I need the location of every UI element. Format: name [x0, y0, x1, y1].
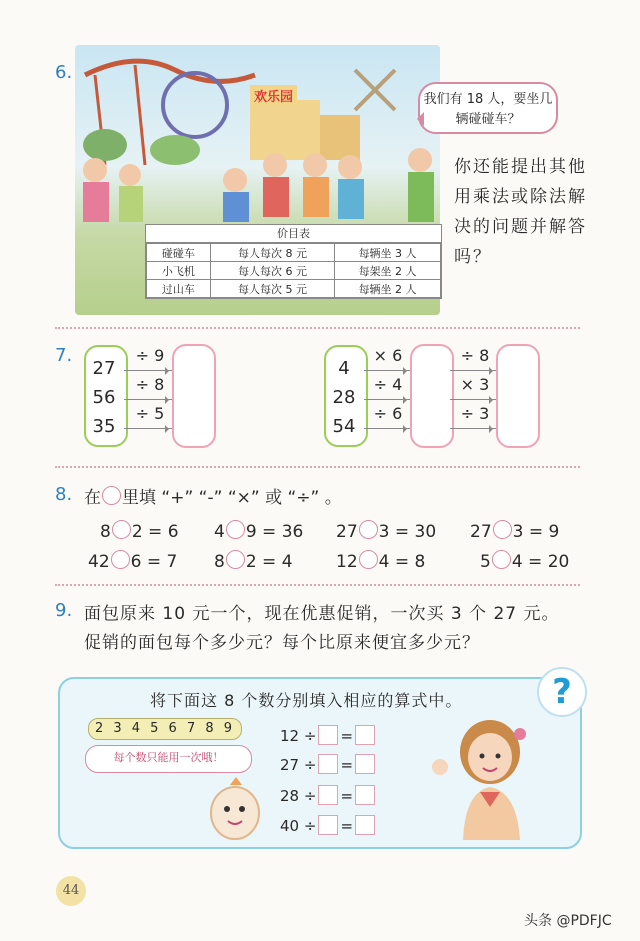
table-cell: 小飞机	[147, 262, 211, 280]
price-table-caption: 价目表	[146, 225, 441, 243]
equation: 5 4 = 20	[480, 552, 570, 572]
problem-9-line-1: 面包原来 10 元一个，现在优惠促销，一次买 3 个 27 元。	[84, 604, 560, 624]
answer-box[interactable]	[172, 344, 216, 448]
table-cell: 每人每次 6 元	[210, 262, 334, 280]
input-number: 56	[92, 387, 116, 408]
input-number: 4	[338, 358, 350, 379]
section-divider	[55, 327, 580, 329]
instruction-suffix: 里填 “+” “-” “×” 或 “÷” 。	[122, 488, 342, 508]
equation: 8 2 = 6	[100, 522, 179, 542]
division-equation: 12 ÷ =	[280, 725, 377, 745]
park-sign: 欢乐园	[250, 85, 297, 106]
problem-9-line-2: 促销的面包每个多少元？每个比原来便宜多少元？	[84, 633, 480, 653]
arrow-icon	[124, 428, 172, 429]
operation-label: ÷ 3	[460, 404, 490, 423]
arrow-icon	[450, 428, 496, 429]
equation: 42 6 = 7	[88, 552, 178, 572]
answer-box[interactable]	[496, 344, 540, 448]
arrow-icon	[364, 428, 410, 429]
table-cell: 每架坐 2 人	[335, 262, 441, 280]
arrow-icon	[124, 370, 172, 371]
question-mark-icon: ?	[537, 667, 587, 717]
operation-label: × 6	[373, 346, 403, 365]
mascot-icon	[200, 775, 270, 845]
operation-label: ÷ 6	[373, 404, 403, 423]
price-table	[145, 224, 442, 299]
table-cell: 碰碰车	[147, 244, 211, 262]
input-number: 28	[332, 387, 356, 408]
speech-bubble: 我们有 18 人，要坐几辆碰碰车？	[418, 82, 558, 134]
table-cell: 每人每次 8 元	[210, 244, 334, 262]
page-number: 44	[56, 876, 86, 906]
input-number: 27	[92, 358, 116, 379]
table-cell: 每人每次 5 元	[210, 280, 334, 298]
operation-label: ÷ 4	[373, 375, 403, 394]
quotient-blank[interactable]	[355, 815, 375, 835]
watermark: 头条 @PDFJC	[524, 913, 612, 929]
divisor-blank[interactable]	[318, 725, 338, 745]
section-divider	[55, 466, 580, 468]
problem-7-number: 7.	[55, 345, 73, 366]
operator-blank[interactable]	[226, 520, 245, 539]
quotient-blank[interactable]	[355, 725, 375, 745]
table-cell: 每辆坐 2 人	[335, 280, 441, 298]
operator-blank[interactable]	[226, 550, 245, 569]
input-number: 54	[332, 416, 356, 437]
divisor-blank[interactable]	[318, 754, 338, 774]
input-number: 35	[92, 416, 116, 437]
operator-blank[interactable]	[111, 550, 130, 569]
circle-blank-icon	[102, 486, 121, 505]
girl-illustration	[425, 712, 545, 842]
table-cell: 每辆坐 3 人	[335, 244, 441, 262]
division-equation: 27 ÷ =	[280, 754, 377, 774]
puzzle-title: 将下面这 8 个数分别填入相应的算式中。	[150, 691, 463, 710]
division-equation: 40 ÷ =	[280, 815, 377, 835]
equation: 8 2 = 4	[214, 552, 293, 572]
operator-blank[interactable]	[112, 520, 131, 539]
arrow-icon	[124, 399, 172, 400]
operator-blank[interactable]	[359, 550, 378, 569]
equation: 27 3 = 9	[470, 522, 560, 542]
arrow-icon	[450, 399, 496, 400]
problem-8-instruction	[84, 483, 342, 508]
problem-8-number: 8.	[55, 484, 73, 505]
problem-9-number: 9.	[55, 600, 73, 621]
operation-label: ÷ 8	[460, 346, 490, 365]
follow-up-question: 你还能提出其他用乘法或除法解决的问题并解答吗？	[454, 157, 587, 267]
table-row	[147, 244, 441, 262]
table-row	[147, 262, 441, 280]
division-equation: 28 ÷ =	[280, 785, 377, 805]
operator-blank[interactable]	[359, 520, 378, 539]
divisor-blank[interactable]	[318, 815, 338, 835]
equation: 4 9 = 36	[214, 522, 304, 542]
operation-label: ÷ 5	[135, 404, 165, 423]
equation: 12 4 = 8	[336, 552, 426, 572]
equation: 27 3 = 30	[336, 522, 437, 542]
answer-box[interactable]	[410, 344, 454, 448]
arrow-icon	[364, 399, 410, 400]
arrow-icon	[450, 370, 496, 371]
quotient-blank[interactable]	[355, 785, 375, 805]
operator-blank[interactable]	[492, 550, 511, 569]
operation-label: ÷ 9	[135, 346, 165, 365]
quotient-blank[interactable]	[355, 754, 375, 774]
digit-strip: 2 3 4 5 6 7 8 9	[88, 718, 242, 740]
instruction-prefix: 在	[84, 488, 101, 508]
operation-label: × 3	[460, 375, 490, 394]
table-row	[147, 280, 441, 298]
table-cell: 过山车	[147, 280, 211, 298]
operator-blank[interactable]	[493, 520, 512, 539]
arrow-icon	[364, 370, 410, 371]
hint-bubble: 每个数只能用一次哦！	[85, 745, 252, 773]
operation-label: ÷ 8	[135, 375, 165, 394]
section-divider	[55, 584, 580, 586]
divisor-blank[interactable]	[318, 785, 338, 805]
problem-6-number: 6.	[55, 62, 73, 83]
